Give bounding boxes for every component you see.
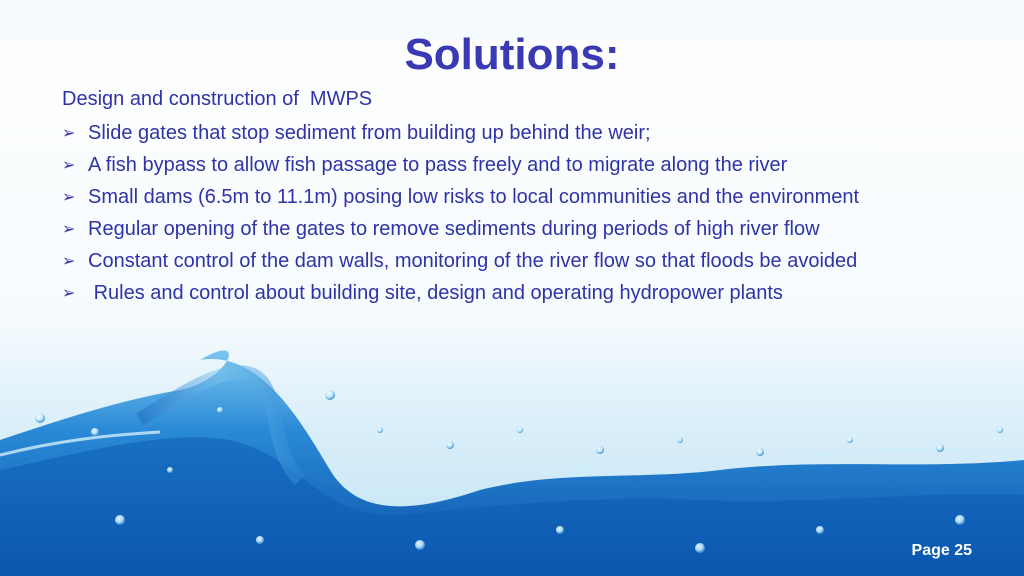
bullet-text: Slide gates that stop sediment from building up behind the weir; [88, 122, 651, 144]
arrow-bullet-icon: ➢ [62, 189, 76, 206]
bullet-list [62, 120, 962, 312]
bullet-item [62, 152, 962, 179]
arrow-bullet-icon: ➢ [62, 285, 76, 302]
slide-subtitle: Design and construction of MWPS [62, 88, 373, 110]
arrow-bullet-icon: ➢ [62, 125, 76, 142]
bullet-text: Small dams (6.5m to 11.1m) posing low risks to local communities and the environment [88, 186, 860, 208]
bullet-item [62, 184, 962, 211]
arrow-bullet-icon: ➢ [62, 253, 76, 270]
bullet-item [62, 120, 962, 147]
slide-title: Solutions: [404, 30, 620, 79]
bullet-text: Regular opening of the gates to remove sediments during periods of high river flow [88, 218, 820, 240]
arrow-bullet-icon: ➢ [62, 157, 76, 174]
arrow-bullet-icon: ➢ [62, 221, 76, 238]
bullet-text: Rules and control about building site, design and operating hydropower plants [88, 282, 783, 304]
bullet-item [62, 248, 962, 275]
bullet-item [62, 216, 962, 243]
bullet-text: A fish bypass to allow fish passage to pass freely and to migrate along the river [88, 154, 788, 176]
bullet-text: Constant control of the dam walls, monitoring of the river flow so that floods be avoided [88, 250, 858, 272]
page-number: Page 25 [911, 542, 972, 559]
bullet-item [62, 280, 962, 307]
